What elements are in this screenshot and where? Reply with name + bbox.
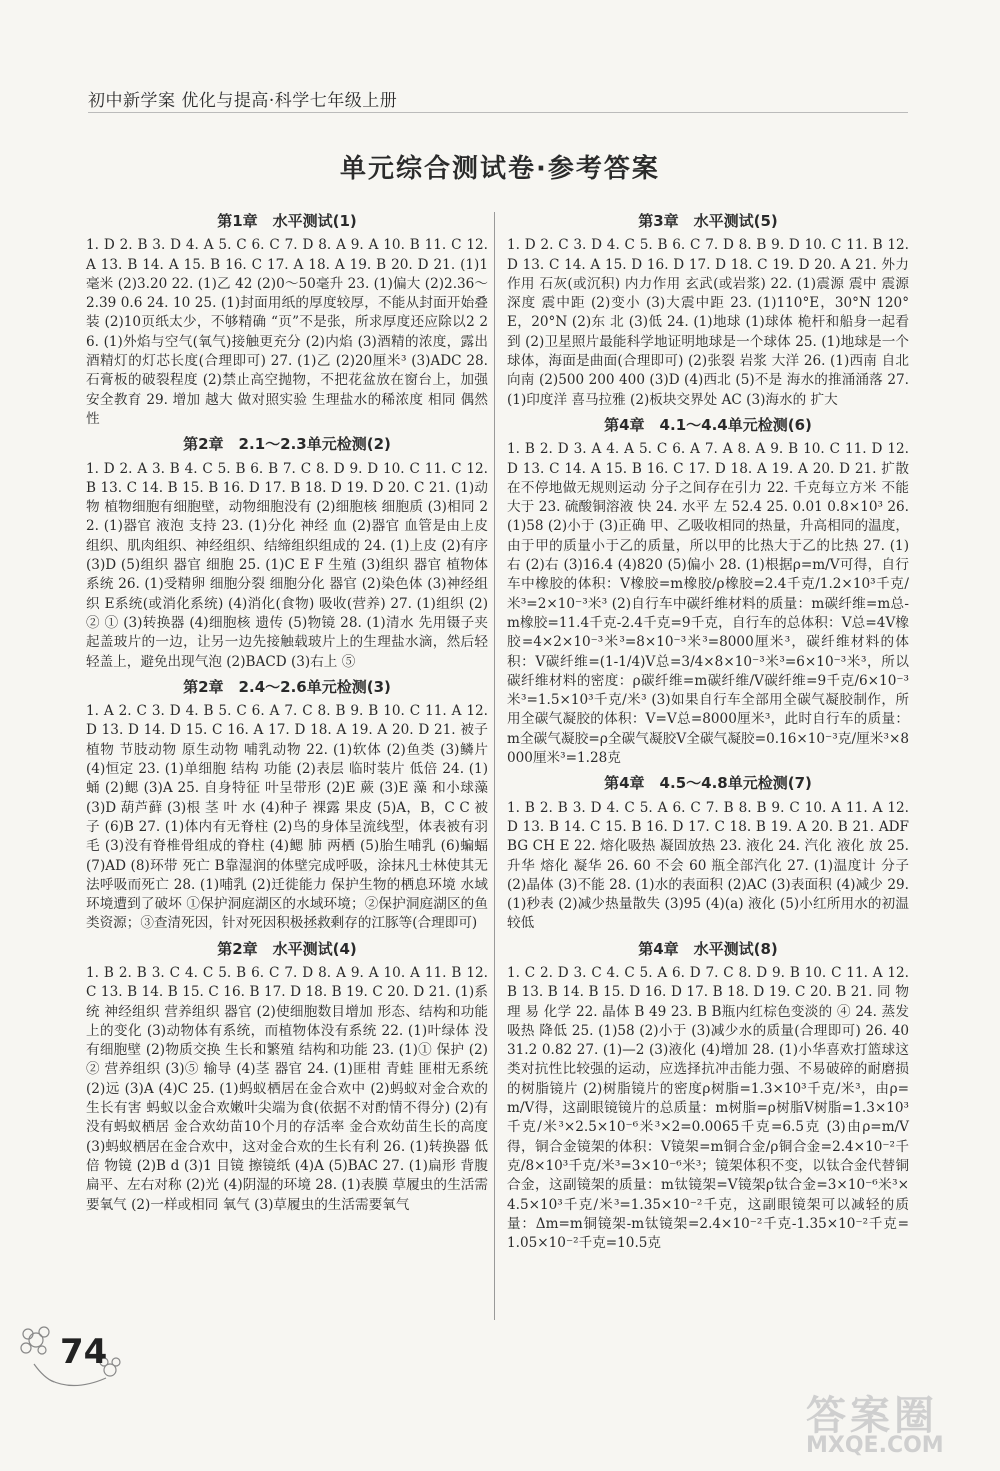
header-rule <box>88 112 908 113</box>
section-heading: 第4章 4.1～4.4单元检测(6) <box>604 415 812 434</box>
answer-text: 1. C 2. D 3. C 4. C 5. A 6. D 7. C 8. D 9. B 10. C 11. A 12. B 13. B 14. B 15. D 16. D 17. B 18. D 19. C 20. B 21. 同 物理 易 化学 22. 晶体 B 49 23. B B瓶内红棕色变淡的 ④ 24. 蒸发 吸热 降低 25. (1)58 (2)小于 (3)减少水的质量(合理即可) 26. 40 31.2 0.82 27. (1)—2 (3)液化 (4)增加 28. (1)小华喜欢打篮球这类对抗性比较强的运动，应选择抗冲击能力强、不易破碎的耐磨损的树脂镜片 (2)树脂镜片的密度ρ树脂=1.3×10³千克/米³，由ρ=m/V得，这副眼镜镜片的总质量：m树脂=ρ树脂V树脂=1.3×10³千克/米³×2.5×10⁻⁶米³×2=0.0065千克=6.5克 (3)由ρ=m/V得，铜合金镜架的体积：V镜架=m铜合金/ρ铜合金=2.4×10⁻²千克/8×10³千克/米³=3×10⁻⁶米³；镜架体积不变，以钛合金代替铜合金，这副镜架的质量：m钛镜架=V镜架ρ钛合金=3×10⁻⁶米³×4.5×10³千克/米³=1.35×10⁻²千克，这副眼镜架可以减轻的质量：Δm=m铜镜架-m钛镜架=2.4×10⁻²千克-1.35×10⁻²千克=1.05×10⁻²千克=10.5克 <box>507 964 909 1252</box>
page-title: 单元综合测试卷·参考答案 <box>340 154 660 184</box>
section-heading: 第2章 水平测试(4) <box>217 939 357 958</box>
answer-text: 1. D 2. A 3. B 4. C 5. B 6. B 7. C 8. D 9. D 10. C 11. C 12. B 13. C 14. B 15. B 16. D 17. B 18. D 19. D 20. C 21. (1)动物 植物细胞有细胞壁，动物细胞没有 (2)细胞核 细胞质 (3)相同 22. (1)器官 液泡 支持 23. (1)分化 神经 血 (2)器官 血管是由上皮组织、肌肉组织、神经组织、结缔组织组成的 24. (1)上皮 (2)有序 (3)D (5)组织 器官 细胞 25. (1)C E F 生殖 (3)组织 器官 植物体 系统 26. (1)受精卵 细胞分裂 细胞分化 器官 (2)染色体 (3)神经组织 E系统(或消化系统) (4)消化(食物) 吸收(营养) 27. (1)组织 (2)② ① (3)转换器 (4)细胞核 遗传 (5)物镜 28. (1)清水 先用镊子夹起盖玻片的一边，让另一边先接触载玻片上的生理盐水滴，然后轻轻盖上，避免出现气泡 (2)BACD (3)右上 ⑤ <box>86 460 488 670</box>
page-number: 74 <box>60 1332 108 1372</box>
right-column <box>507 212 909 1253</box>
watermark-url: MXQE.COM <box>806 1433 944 1458</box>
watermark <box>806 1384 976 1456</box>
answer-text: 1. B 2. B 3. D 4. C 5. A 6. C 7. B 8. B 9. C 10. A 11. A 12. D 13. B 14. C 15. B 16. D 17. C 18. B 19. A 20. B 21. ADF BG CH E 22. 熔化吸热 凝固放热 23. 液化 24. 汽化 液化 放 25. 升华 熔化 凝华 26. 60 不会 60 瓶全部汽化 27. (1)温度计 分子 (2)晶体 (3)不能 28. (1)水的表面积 (2)AC (3)表面积 (4)减少 29. (1)秒表 (2)减少热量散失 (3)95 (4)(a) 液化 (5)小红所用水的初温较低 <box>507 799 909 932</box>
left-column <box>86 212 488 1215</box>
section-heading: 第3章 水平测试(5) <box>638 212 778 230</box>
section-heading: 第4章 4.5～4.8单元检测(7) <box>604 774 812 793</box>
page-number-badge <box>14 1318 124 1398</box>
answer-text: 1. D 2. C 3. D 4. C 5. B 6. C 7. D 8. B 9. D 10. C 11. B 12. D 13. C 14. A 15. D 16. D 17. D 18. C 19. D 20. A 21. 外力作用 石灰(或沉积) 内力作用 玄武(或岩浆) 22. (1)震源 震中 震源深度 震中距 (2)变小 (3)大震中距 23. (1)110°E，30°N 120°E，20°N (2)东 北 (3)低 24. (1)地球 (1)球体 桅杆和船身一起看到 (2)卫星照片最能科学地证明地球是一个球体 25. (1)地球是一个球体，海面是曲面(合理即可) (2)张裂 岩浆 大洋 26. (1)西南 自北向南 (2)500 200 400 (3)D (4)西北 (5)不是 海水的推涌涌落 27. (1)印度洋 喜马拉雅 (2)板块交界处 AC (3)海水的 扩大 <box>507 237 909 408</box>
section-heading: 第2章 2.4～2.6单元检测(3) <box>183 677 391 696</box>
book-header: 初中新学案 优化与提高·科学七年级上册 <box>88 91 398 111</box>
column-divider <box>494 212 495 1320</box>
answer-text: 1. A 2. C 3. D 4. B 5. C 6. A 7. C 8. B 9. B 10. C 11. A 12. D 13. D 14. D 15. C 16. A 17. D 18. A 19. A 20. D 21. 被子植物 节肢动物 原生动物 哺乳动物 22. (1)软体 (2)鱼类 (3)鳞片 (4)恒定 23. (1)单细胞 结构 功能 (2)表层 临时装片 低倍 24. (1)蛹 (2)鳃 (3)A 25. 自身特征 叶呈带形 (2)E 蕨 (3)E 藻 和小球藻 (3)D 葫芦藓 (3)根 茎 叶 水 (4)种子 裸露 果皮 (5)A，B，C C 被子 (6)B 27. (1)体内有无脊柱 (2)鸟的身体呈流线型，体表被有羽毛 (3)没有脊椎骨组成的脊柱 (4)鳃 肺 两栖 (5)胎生哺乳 (6)蝙蝠 (7)AD (8)环带 死亡 B靠湿润的体壁完成呼吸，涂抹凡士林使其无法呼吸而死亡 28. (1)哺乳 (2)迁徙能力 保护生物的栖息环境 水域环境遭到了破坏 ①保护洞庭湖区的水域环境；②保护洞庭湖区的鱼类资源；③查清死因，针对死因积极拯救剩存的江豚等(合理即可) <box>86 703 488 932</box>
section-heading: 第4章 水平测试(8) <box>638 939 778 958</box>
answer-text: 1. D 2. B 3. D 4. A 5. C 6. C 7. D 8. A 9. A 10. B 11. C 12. A 13. B 14. A 15. B 16. C 17. A 18. A 19. B 20. D 21. (1)1毫米 (2)3.20 22. (1)乙 42 (2)0～50毫升 23. (1)偏大 (2)2.36～2.39 0.6 24. 10 25. (1)封面用纸的厚度较厚，不能从封面开始叠装 (2)10页纸太少，不够精确 “页”不是张，所求厚度还应除以2 26. (1)外焰与空气(氧气)接触更充分 (2)内焰 (3)酒精的浓度，露出酒精灯的灯芯长度(合理即可) 27. (1)乙 (2)20厘米³ (3)ADC 28. 石膏板的破裂程度 (2)禁止高空抛物，不把花盆放在窗台上，加强安全教育 29. 增加 越大 做对照实验 生理盐水的稀浓度 相同 偶然性 <box>86 237 488 427</box>
answer-text: 1. B 2. B 3. C 4. C 5. B 6. C 7. D 8. A 9. A 10. A 11. B 12. C 13. B 14. B 15. C 16. B 17. D 18. B 19. C 20. D 21. (1)系统 神经组织 营养组织 器官 (2)使细胞数目增加 形态、结构和功能上的变化 (3)动物体有系统，而植物体没有系统 22. (1)叶绿体 没有细胞壁 (2)物质交换 生长和繁殖 结构和功能 23. (1)① 保护 (2)② 营养组织 (3)⑤ 输导 (4)茎 器官 24. (1)匪柑 青蛙 匪柑无系统 (2)远 (3)A (4)C 25. (1)蚂蚁栖居在金合欢中 (2)蚂蚁对金合欢的生长有害 蚂蚁以金合欢嫩叶尖端为食(依据不对酌情不得分) (2)有没有蚂蚁栖居 金合欢幼苗10个月的存活率 金合欢幼苗生长的高度 (3)蚂蚁栖居在金合欢中，这对金合欢的生长有利 26. (1)转换器 低倍 物镜 (2)B d (3)1 目镜 擦镜纸 (4)A (5)BAC 27. (1)扁形 背腹扁平、左右对称 (2)光 (4)阴湿的环境 28. (1)表膜 草履虫的生活需要氧气 (2)一样或相同 氧气 (3)草履虫的生活需要氧气 <box>86 964 488 1213</box>
section-heading: 第2章 2.1～2.3单元检测(2) <box>183 435 391 454</box>
watermark-logo: 答案圈 <box>806 1393 938 1439</box>
section-heading: 第1章 水平测试(1) <box>217 212 357 230</box>
answer-text: 1. B 2. D 3. A 4. A 5. C 6. A 7. A 8. A 9. B 10. C 11. D 12. D 13. C 14. A 15. B 16. C 17. D 18. A 19. A 20. D 21. 扩散 在不停地做无规则运动 分子之间存在引力 22. 千克每立方米 不能 大于 23. 硫酸铜溶液 快 24. 水平 左 52.4 25. 0.01 0.8×10³ 26. (1)58 (2)小于 (3)正确 甲、乙吸收相同的热量，升高相同的温度，由于甲的质量小于乙的质量，所以甲的比热大于乙的比热 27. (1)右 (2)右 (3)16.4 (4)820 (5)偏小 28. (1)根据ρ=m/V可得，自行车中橡胶的体积：V橡胶=m橡胶/ρ橡胶=2.4千克/1.2×10³千克/米³=2×10⁻³米³ (2)自行车中碳纤维材料的质量：m碳纤维=m总-m橡胶=11.4千克-2.4千克=9千克，自行车的总体积：V总=4V橡胶=4×2×10⁻³米³=8×10⁻³米³=8000厘米³，碳纤维材料的体积：V碳纤维=(1-1/4)V总=3/4×8×10⁻³米³=6×10⁻³米³，所以碳纤维材料的密度：ρ碳纤维=m碳纤维/V碳纤维=9千克/6×10⁻³米³=1.5×10³千克/米³ (3)如果自行车全部用全碳气凝胶制作，所用全碳气凝胶的体积：V=V总=8000厘米³，此时自行车的质量：m全碳气凝胶=ρ全碳气凝胶V全碳气凝胶=0.16×10⁻³克/厘米³×8000厘米³=1.28克 <box>507 441 909 767</box>
